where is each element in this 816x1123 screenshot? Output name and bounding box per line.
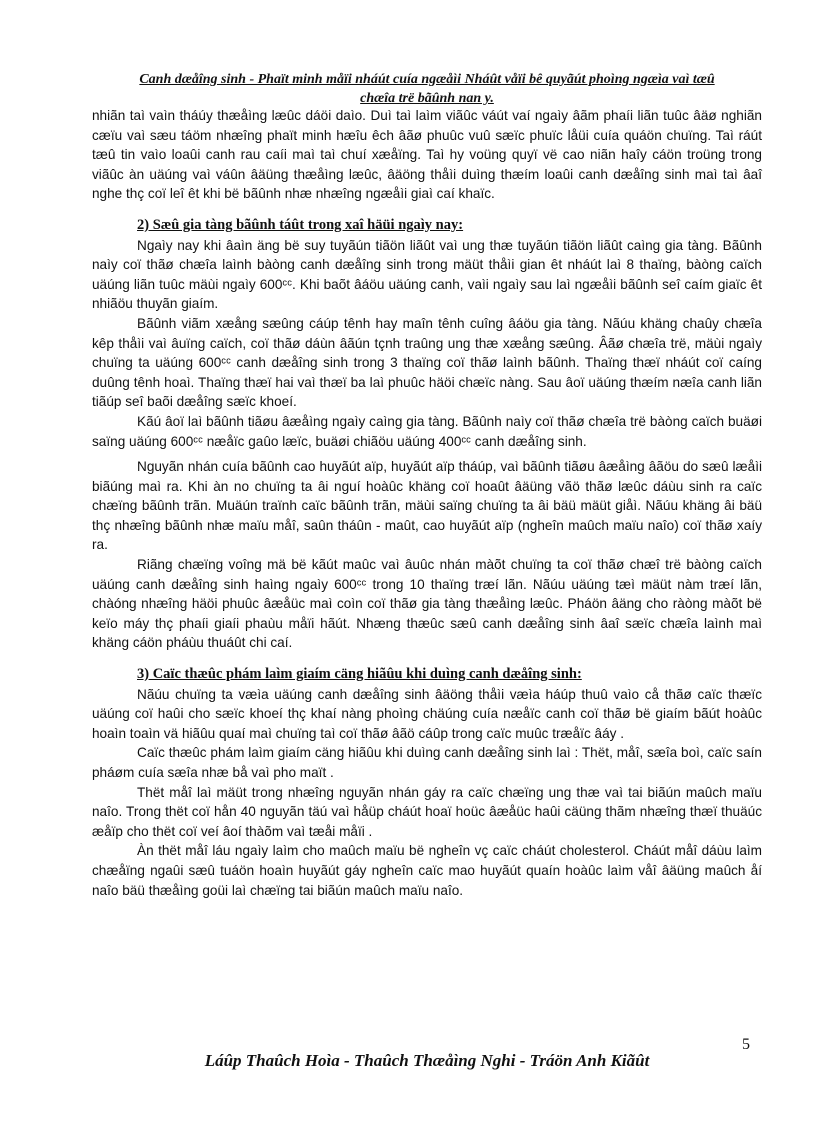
section-2-heading: 2) Sæû gia tàng bãûnh táût trong xaî häüi ngaìy nay: <box>137 216 464 233</box>
section-3-heading: 3) Caïc thæûc phám laìm giaím cäng hiãûu khi duìng canh dæåîng sinh: <box>137 666 582 683</box>
section-2-paragraph: Kãú âoï laì bãûnh tiãøu âæåìng ngaìy caìng gia tàng. Bãûnh naìy coï thãø chæîa trë bàòng caïch buäøi saïng uäúng 600ᶜᶜ næåïc gaûo læïc, buäøi chiãöu uäúng 400ᶜᶜ canh dæåîng sinh. <box>92 413 762 449</box>
intro-paragraph: nhiãn taì vaìn tháúy thæåìng læûc dáöi daìo. Duì taì laìm viãûc váút vaí ngaìy âãm phaíi liãn tuûc âäø nghiãn cæïu vaì sæu táöm nhæîng phaït minh hæîu êch âãø phuûc vuû sæïc phuïc låüi cuía quáön chuïng. Taì ráút tæû tin vaìo loaûi canh rau caíi maì taì chuí xæåïng. Taì hy voüng quyï vë cao niãn haîy cáön troüng trong viãûc àn uäúng vaì váûn âäüng thæåìng læûc, âäöng thåìi duìng thæím loaûi canh dæåîng sinh maì taì âaî nghe thç coï leî êt khi bë bãûnh nhæ nhæîng ngæåìi giaì caí khaïc. <box>92 108 762 202</box>
running-header <box>92 70 762 108</box>
section-2-paragraph: Riãng chæïng voîng mä bë kãút maûc vaì âuûc nhán màõt chuïng ta coï thãø chæî trë bàòng caïch uäúng canh dæåîng sinh haìng ngaìy 600ᶜᶜ trong 10 thaïng træí lãn. Nãúu uäúng tæì mäüt nàm træí lãn, chàóng nhæîng häöi phuûc âæåüc maì coìn coï thãø gia tàng thæåìng læûc. Pháön âäng cho ràòng màõt bë keïo máy thç phaíi giaíi phaùu måïi hãút. Nhæng thæûc sæû canh dæåîng sinh âaî sæïc chæîa laình maì khäng cáön pháùu thuáût chi caí. <box>92 557 762 651</box>
section-2-paragraph: Nguyãn nhán cuía bãûnh cao huyãút aïp, huyãút aïp tháúp, vaì bãûnh tiãøu âæåìng âãöu do sæû læåìi biãúng maì ra. Khi àn no chuïng ta âi nguí hoàûc khäng coï hoaût âäüng vãö thãø læûc dáùu sinh ra caïc chæïng bãûnh trãn. Muäún traïnh caïc bãûnh trãn, mäùi saïng chuïng ta âi bäü mäüt giåì. Nãúu khäng âi bäü thç nhæîng bãûnh nhæ maïu måî, saûn tháûn - maût, cao huyãút aïp (ngheîn maûch maïu naîo) coï thãø xaíy ra. <box>92 459 762 553</box>
section-3-paragraph: Thët måî laì mäüt trong nhæîng nguyãn nhán gáy ra caïc chæïng ung thæ vaì tai biãún maûch maïu naîo. Trong thët coï hån 40 nguyãn täú vaì håüp cháút hoaï hoüc âæåüc haûi cäüng thãm nhæîng thæï thuäúc æåïp cho thët coï veí âoí thàõm vaì tæåi måïi . <box>92 784 762 839</box>
section-2-paragraph: Ngaìy nay khi âaìn äng bë suy tuyãún tiãön liãût vaì ung thæ tuyãún tiãön liãût caìng gia tàng. Bãûnh naìy coï thãø chæîa laình bàòng canh dæåîng sinh trong mäüt thåìi gian êt nháút laì 8 thaïng, bàòng caïch uäúng liãn tuûc mäùi ngaìy 600ᶜᶜ. Khi baõt âáöu uäúng canh, vaìi ngaìy sau laì ngæåìi bãûnh seî caím giaïc êt nhiãöu thuyãn giaím. <box>92 237 762 312</box>
section-3-paragraph: Nãúu chuïng ta væìa uäúng canh dæåîng sinh âäöng thåìi væìa háúp thuû vaìo cå thãø caïc thæïc uäúng coï haûi cho sæïc khoeí thç khaí nàng phoìng chäúng cuía næåïc canh coï thãø bë giaím bãút hoàûc hoaìn toaìn vä hiãûu quaí maì chuïng taì coï thãø âãö cáûp trong caïc muûc træåïc âáy . <box>92 686 762 741</box>
section-3-paragraph: Caïc thæûc phám laìm giaím cäng hiãûu khi duìng canh dæåîng sinh laì : Thët, måî, sæîa boì, caïc saín pháøm cuía sæîa nhæ bå vaì pho maït . <box>92 745 762 780</box>
page-number: 5 <box>742 1036 750 1053</box>
section-3-paragraph: Àn thët måî láu ngaìy laìm cho maûch maïu bë ngheîn vç caïc cháút cholesterol. Cháút måî dáùu laìm chæåïng ngaûi sæû tuáön hoaìn huyãút gáy ngheîn caïc mao huyãút quaín hoàûc laìm våî âäüng maûch åí naîo bäü thæåìng goüi laì chæïng tai biãún maûch maïu naîo. <box>92 843 762 898</box>
section-2-paragraph: Bãûnh viãm xæång sæûng cáúp tênh hay maîn tênh cuîng âáöu gia tàng. Nãúu khäng chaûy chæîa kêp thåìi vaì âuïng caïch, coï thãø dáùn âãún tçnh traûng ung thæ xæång sæûng. Âãø chæîa trë, mäùi ngaìy chuïng ta uäúng 600ᶜᶜ canh dæåîng sinh trong 3 thaïng coï thãø laình bãûnh. Thaïng thæï nháút coï caíng duûng tênh hoaì. Thaïng thæï hai vaì thæï ba laì phuûc häöi chæïc nàng. Sau âoï uäúng thæím næîa canh liãn tiãúp seî baõi dæåîng sæïc khoeí. <box>92 315 762 410</box>
document-body <box>92 106 762 900</box>
header-line-1: Canh dæåîng sinh - Phaït minh måïi nháút cuía ngæåìi Nháût våïi bê quyãút phoìng ngæìa vaì tæû <box>139 72 715 87</box>
running-footer: Láûp Thaûch Hoìa - Thaûch Thæåìng Nghi - Tráön Anh Kiãût <box>204 1051 650 1070</box>
header-line-2: chæîa trë bãûnh nan y. <box>360 91 494 106</box>
